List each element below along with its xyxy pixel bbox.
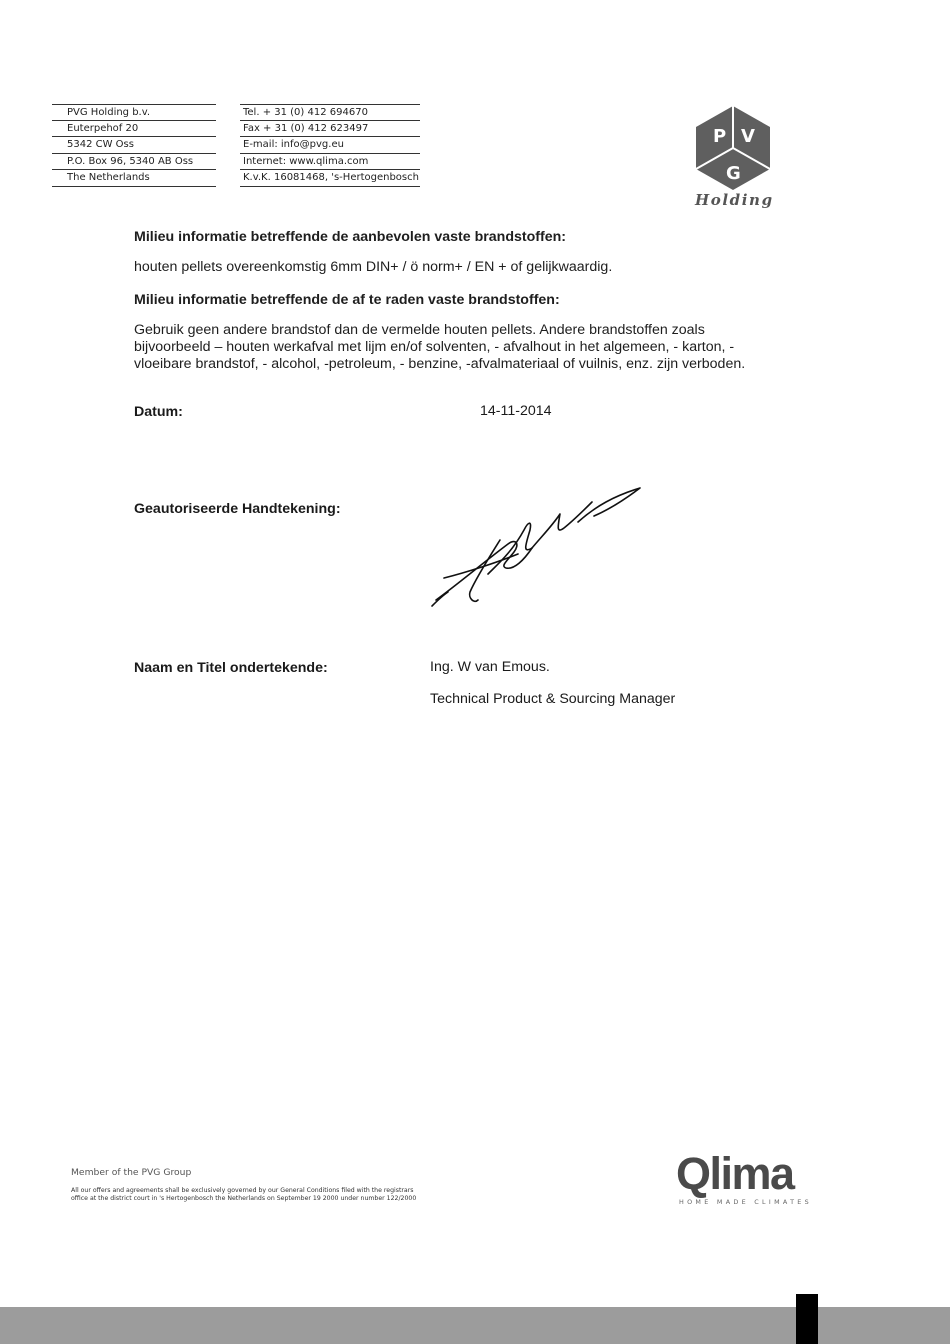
address-line: P.O. Box 96, 5340 AB Oss (52, 154, 216, 171)
footer-member-text: Member of the PVG Group (71, 1167, 192, 1178)
signature-label: Geautoriseerde Handtekening: (134, 501, 341, 517)
heading-discouraged-fuels: Milieu informatie betreffende de af te raden vaste brandstoffen: (134, 292, 560, 308)
contact-line: Tel. + 31 (0) 412 694670 (240, 104, 420, 121)
signatory-title: Technical Product & Sourcing Manager (430, 691, 676, 707)
logo-letter-v: V (741, 126, 755, 147)
heading-recommended-fuels: Milieu informatie betreffende de aanbevolen vaste brandstoffen: (134, 229, 567, 245)
signatory-label: Naam en Titel ondertekende: (134, 660, 328, 676)
qlima-logo: Qlima (676, 1148, 794, 1199)
contact-line: Internet: www.qlima.com (240, 154, 420, 171)
date-value: 14-11-2014 (480, 403, 552, 419)
address-line: PVG Holding b.v. (52, 104, 216, 121)
legal-line: office at the district court in 's Hertogenbosch the Netherlands on September 19 2000 under number 122/2000 (71, 1195, 417, 1202)
page-tab-marker (796, 1294, 818, 1344)
address-line: The Netherlands (52, 170, 216, 187)
company-contact-block (240, 104, 420, 187)
discouraged-fuels-paragraph (134, 322, 745, 372)
logo-wordmark: Holding (695, 191, 774, 209)
logo-letter-p: P (713, 126, 727, 147)
handwritten-signature (428, 482, 648, 612)
legal-line: All our offers and agreements shall be exclusively governed by our General Conditions filed with the registrars (71, 1187, 414, 1194)
qlima-tagline: HOME MADE CLIMATES (679, 1198, 812, 1206)
logo-letter-g: G (726, 163, 741, 184)
contact-line: K.v.K. 16081468, 's-Hertogenbosch (240, 170, 420, 187)
address-line: 5342 CW Oss (52, 137, 216, 154)
contact-line: E-mail: info@pvg.eu (240, 137, 420, 154)
date-label: Datum: (134, 404, 183, 420)
signatory-name: Ing. W van Emous. (430, 659, 550, 675)
company-address-block (52, 104, 216, 187)
address-line: Euterpehof 20 (52, 121, 216, 138)
paragraph-line: vloeibare brandstof, - alcohol, -petroleum, - benzine, -afvalmateriaal of vuilnis, enz. zijn verboden. (134, 355, 746, 372)
paragraph-line: Gebruik geen andere brandstof dan de vermelde houten pellets. Andere brandstoffen zoals (134, 322, 705, 338)
footer-legal-text (71, 1187, 451, 1203)
recommended-fuels-text: houten pellets overeenkomstig 6mm DIN+ / ö norm+ / EN + of gelijkwaardig. (134, 259, 613, 275)
paragraph-line: bijvoorbeeld – houten werkafval met lijm en/of solventen, - afvalhout in het algemeen, - karton, - (134, 338, 735, 355)
contact-line: Fax + 31 (0) 412 623497 (240, 121, 420, 138)
